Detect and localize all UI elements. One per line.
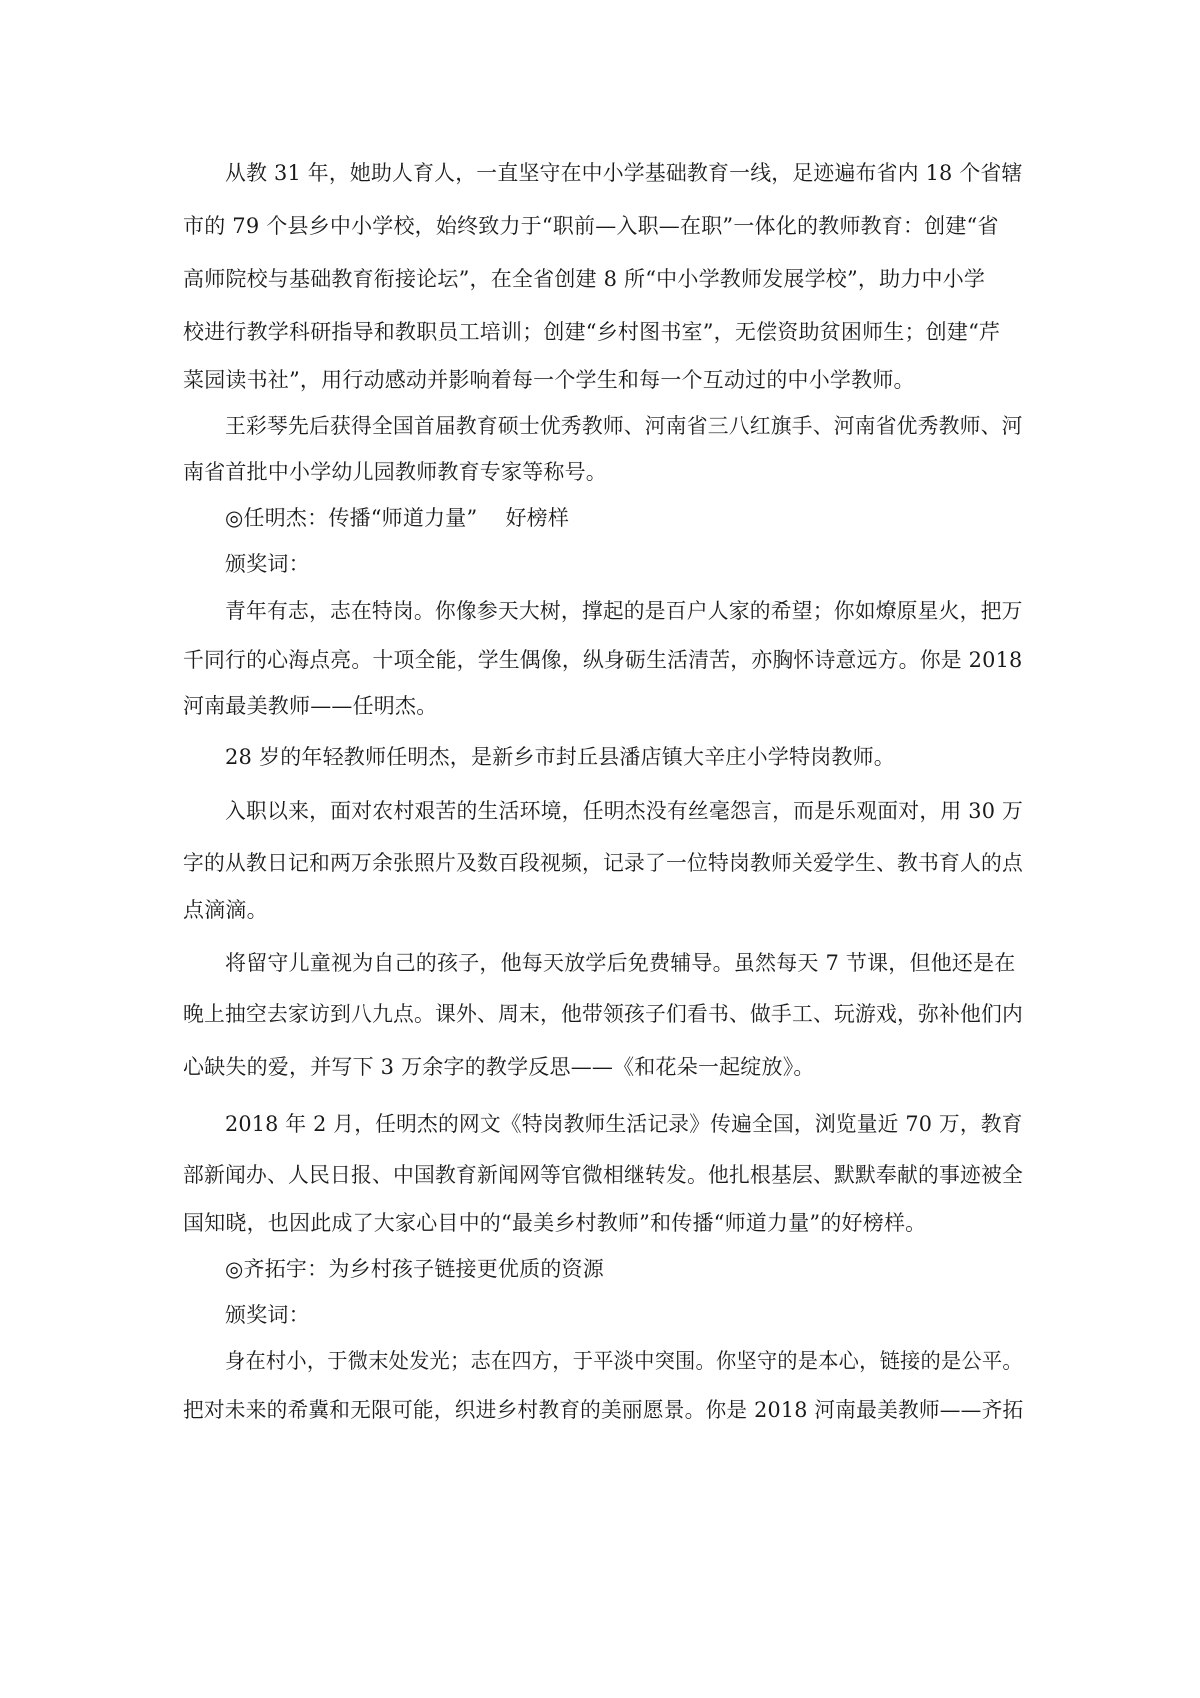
text-line: 28 岁的年轻教师任明杰，是新乡市封丘县潘店镇大辛庄小学特岗教师。 bbox=[225, 745, 895, 769]
text-line: 高师院校与基础教育衔接论坛”，在全省创建 8 所“中小学教师发展学校”，助力中小学 bbox=[183, 267, 986, 291]
text-line: 市的 79 个县乡中小学校，始终致力于“职前—入职—在职”一体化的教师教育：创建“省 bbox=[183, 214, 999, 238]
section-heading: ◎任明杰：传播“师道力量” 好榜样 bbox=[225, 506, 570, 530]
text-line: 点滴滴。 bbox=[183, 898, 268, 922]
section-heading: ◎齐拓宇：为乡村孩子链接更优质的资源 bbox=[225, 1257, 604, 1281]
text-line: 青年有志，志在特岗。你像参天大树，撑起的是百户人家的希望；你如燎原星火，把万 bbox=[225, 599, 1023, 623]
text-line: 将留守儿童视为自己的孩子，他每天放学后免费辅导。虽然每天 7 节课，但他还是在 bbox=[225, 951, 1016, 975]
text-line: 心缺失的爱，并写下 3 万余字的教学反思——《和花朵一起绽放》。 bbox=[183, 1055, 815, 1079]
text-line: 菜园读书社”，用行动感动并影响着每一个学生和每一个互动过的中小学教师。 bbox=[183, 368, 915, 392]
text-line: 字的从教日记和两万余张照片及数百段视频，记录了一位特岗教师关爱学生、教书育人的点 bbox=[183, 851, 1024, 875]
award-speech-label: 颁奖词： bbox=[225, 552, 310, 576]
text-line: 王彩琴先后获得全国首届教育硕士优秀教师、河南省三八红旗手、河南省优秀教师、河 bbox=[225, 414, 1023, 438]
text-line: 千同行的心海点亮。十项全能，学生偶像，纵身砺生活清苦，亦胸怀诗意远方。你是 2018 bbox=[183, 648, 1023, 672]
text-line: 晚上抽空去家访到八九点。课外、周末，他带领孩子们看书、做手工、玩游戏，弥补他们内 bbox=[183, 1002, 1024, 1026]
text-line: 入职以来，面对农村艰苦的生活环境，任明杰没有丝毫怨言，而是乐观面对，用 30 万 bbox=[225, 799, 1024, 823]
text-line: 部新闻办、人民日报、中国教育新闻网等官微相继转发。他扎根基层、默默奉献的事迹被全 bbox=[183, 1163, 1024, 1187]
text-line: 从教 31 年，她助人育人，一直坚守在中小学基础教育一线，足迹遍布省内 18 个省辖 bbox=[225, 161, 1023, 185]
text-line: 校进行教学科研指导和教职员工培训；创建“乡村图书室”，无偿资助贫困师生；创建“芹 bbox=[183, 320, 1001, 344]
text-line: 河南最美教师——任明杰。 bbox=[183, 694, 438, 718]
text-line: 国知晓，也因此成了大家心目中的“最美乡村教师”和传播“师道力量”的好榜样。 bbox=[183, 1211, 927, 1235]
text-line: 把对未来的希冀和无限可能，织进乡村教育的美丽愿景。你是 2018 河南最美教师——齐拓 bbox=[183, 1398, 1024, 1422]
text-line: 南省首批中小学幼儿园教师教育专家等称号。 bbox=[183, 460, 607, 484]
award-speech-label: 颁奖词： bbox=[225, 1303, 310, 1327]
text-line: 身在村小，于微末处发光；志在四方，于平淡中突围。你坚守的是本心，链接的是公平。 bbox=[225, 1349, 1023, 1373]
text-line: 2018 年 2 月，任明杰的网文《特岗教师生活记录》传遍全国，浏览量近 70 万，教育 bbox=[225, 1112, 1023, 1136]
